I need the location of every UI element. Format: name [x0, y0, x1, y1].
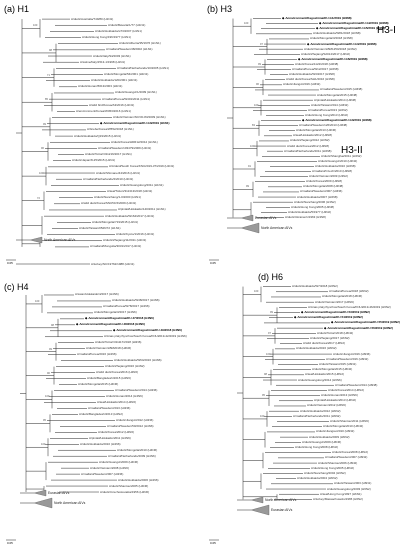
leaf-label: A/pintail/Hokkaido/140/2011 (H1N1): [118, 207, 166, 212]
panel-c-label: (c) H4: [4, 282, 29, 292]
collapsed-clade-triangle: [251, 497, 263, 503]
leaf-label: A/duck/Alberta/35/1976 (H1N1): [119, 41, 161, 46]
bootstrap-value: 95: [43, 419, 46, 423]
scale-label: 0.05: [210, 541, 216, 545]
leaf-label: A/duck/Shantou/2006 (H6N2): [318, 460, 358, 465]
bootstrap-value: 100: [254, 290, 259, 294]
leaf-label: A/duck/Korea/2012 (H4N6): [98, 429, 135, 434]
panel-b-h3-tree: [203, 0, 401, 270]
leaf-label: A/duck/Ukraine/1/1963 (H3N8): [285, 214, 326, 219]
collapsed-clade-triangle: [30, 237, 42, 243]
leaf-label: A/mallard/Netherlands/2011 (H6N2): [293, 413, 341, 418]
leaf-label: A/duck/Hokkaido/5/1977 (H3N2): [288, 209, 332, 214]
leaf-label: A/duck/Hunan/2013 (H6N6): [321, 393, 358, 398]
leaf-label: A/duck/Shantou/2005 (H4N6): [109, 483, 149, 488]
bootstrap-value: 99: [258, 63, 261, 66]
bootstrap-value: 100: [33, 24, 38, 28]
leaf-label: A/mallard/Mongolia/3031/2017 (H1N1): [90, 244, 142, 249]
leaf-label: A/swine/Italy/1513-1/1998 (H1N1): [80, 59, 126, 64]
leaf-label: A/duck/Tottori/2018 (H6N2): [317, 330, 354, 335]
leaf-label: A/duck/Guangxi/2009 (H6N6): [302, 439, 342, 444]
leaf-label: A/duck/Nanchang/1-0/2000 (H1N1): [94, 195, 141, 200]
leaf-label: A/mallard/Netherlands/2009 (H4N6): [108, 453, 156, 458]
leaf-label: A/duck/Mongolia/2010 (H6N2): [323, 424, 364, 429]
leaf-label: A/duck/Hokkaido/2012 (H6N2): [300, 408, 341, 413]
clade-label-h3-1: H3-I: [377, 25, 396, 36]
leaf-label: ◆ A/environment/Kagoshima/KU-53/2019 (H6N2): [301, 311, 370, 314]
leaf-label: A/duck/Hokkaido/2010 (H3N8): [315, 163, 356, 168]
collapsed-clade-label: North American AIVs: [265, 498, 297, 502]
bootstrap-value: 100: [41, 443, 46, 447]
leaf-label: A/pintail/Hokkaido/2011 (H4N6): [89, 435, 131, 440]
leaf-label: A/duck/Hokkaido/W81/2018 (H3N8): [313, 31, 361, 36]
leaf-label: A/duck/Bangladesh/2015 (H4N6): [87, 376, 131, 381]
panel-c-h4-tree: [0, 280, 200, 550]
leaf-label: A/duck/Hokkaido/W3/2017 (H3N8): [289, 72, 335, 77]
leaf-label: A/duck/Zhejiang/11/2011 (H1N1): [103, 238, 147, 243]
leaf-label: ◆ A/environment/Kagoshima/KU-G3/2019 (H3N8): [302, 119, 372, 122]
leaf-label: A/Anas platyrhynchos/South Korea/KNU2019-46/2019 (H6N2): [308, 304, 391, 309]
leaf-label: A/wild duck/Korea/2012 (H3N8): [287, 143, 330, 148]
leaf-label: A/duck/Bavaria/1/77 (H1N1): [108, 22, 146, 27]
leaf-label: A/duck/Tottori/311117/2018 (H4N6): [95, 340, 142, 345]
leaf-label: A/duck/Hokkaido/120/2001 (H1N1): [91, 78, 138, 83]
leaf-label: ◆ A/environment/Kagoshima/KU-55/2019 (H6N2): [331, 321, 400, 324]
leaf-label: ◆ A/environment/Kagoshima/KU-54/2019 (H6N2): [294, 316, 363, 319]
bootstrap-value: 90: [47, 371, 50, 375]
leaf-label: A/mallard/Sweden/2007 (H6N2): [325, 455, 368, 460]
leaf-label: A/duck/Kyoto/1/2016 (H1N1): [116, 232, 155, 237]
leaf-label: A/mallard/Korea/2013 (H3N2): [308, 107, 348, 112]
leaf-label: A/duck/Vietnam/2012 (H6N6): [307, 403, 346, 408]
leaf-label: A/duck/Shimane/44/2016 (H1N1): [96, 170, 141, 175]
bootstrap-value: 85: [45, 98, 48, 102]
leaf-label: A/duck/Mongolia/2015 (H6N2): [312, 367, 353, 372]
collapsed-clade-triangle: [241, 223, 259, 233]
bootstrap-value: 72: [37, 196, 40, 200]
leaf-label: A/duck/Vietnam/2017 (H6N6): [315, 299, 354, 304]
leaf-label: ◆ A/environment/Kagoshima/KU-48/2018 (H4N6): [76, 323, 145, 326]
leaf-label: A/teal/Hong Kong/1997 (H6N1): [320, 491, 362, 496]
leaf-label: A/duck/Czechoslovakia/1956 (H4N6): [100, 489, 150, 494]
bootstrap-value: 99: [43, 122, 46, 126]
leaf-label: A/teal/Hokkaido/2014 (H4N6): [97, 399, 137, 404]
leaf-label: A/duck/Mongolia/2015 (H4N6): [78, 382, 119, 387]
panel-d-label: (d) H6: [258, 272, 284, 282]
leaf-label: A/duck/Guangxi/1/2009 (H1N1): [115, 90, 157, 95]
collapsed-clade-triangle: [34, 498, 52, 508]
leaf-label: A/duck/Hokkaido/2007 (H3N8): [297, 194, 338, 199]
bootstrap-value: 97: [260, 42, 263, 46]
leaf-label: A/mallard/Sweden/2007 (H4N6): [81, 471, 124, 476]
bootstrap-value: 100: [250, 144, 255, 148]
leaf-label: A/mallard/Korea/2018 (H6N2): [329, 289, 369, 294]
leaf-label: A/duck/Hokkaido/2010 (H4N6): [80, 441, 121, 446]
leaf-label: A/duck/Japan/8-25/2015 (H1N1): [72, 158, 116, 163]
leaf-label: A/duck/Hokkaido/W7/2018 (H6N2): [292, 284, 338, 289]
leaf-label: A/duck/Korea/HDR12/2012 (H1N1): [111, 139, 158, 144]
leaf-label: A/duck/Mongolia/719/2015 (H1N1): [92, 219, 139, 224]
leaf-label: A/turkey/Massachusetts/1965 (H6N2): [313, 496, 363, 501]
leaf-label: A/duck/Mongolia/2015 (H3N8): [317, 92, 358, 97]
leaf-label: A/mallard/Korea/W12/2017 (H3N8): [292, 67, 339, 72]
leaf-label: A/mallard/Korea/W401/2011 (H1N1): [102, 96, 150, 101]
bootstrap-value: 98: [51, 323, 54, 327]
bootstrap-value: 98: [264, 373, 267, 377]
leaf-label: A/mallard/Sweden/48/2002 (H1N1): [106, 47, 153, 52]
leaf-label: A/duck/Hokkaido/W48/2017 (H4N6): [112, 298, 160, 303]
leaf-label: ◆ A/environment/Kagoshima/KU-56/2019 (H6N2): [324, 327, 393, 330]
leaf-label: A/duck/Zhejiang/S2014/2017 (H3N2): [301, 51, 351, 56]
bootstrap-value: 83: [252, 124, 255, 128]
leaf-label: A/duck/Guangdong/2003 (H6N2): [327, 486, 371, 491]
collapsed-clade-triangle: [34, 490, 46, 496]
leaf-label: A/duck/Taiwan/2014 (H3N2): [311, 102, 349, 107]
leaf-label: A/duck/Hunan/2014 (H4N6): [106, 393, 143, 398]
leaf-label: A/pintail/Hokkaido/2014 (H3N8): [314, 97, 357, 102]
leaf-label: A/mallard/Sweden/2015 (H3N8): [320, 87, 363, 92]
leaf-label: A/duck/Mongolia/2010 (H4N6): [117, 447, 158, 452]
leaf-label: A/duck/Taiwan/0526/72 (H1N1): [79, 225, 121, 230]
leaf-label: A/duck/Shanghai/2011 (H3N2): [321, 153, 362, 158]
bootstrap-value: 96: [41, 147, 44, 151]
leaf-label: A/duck/Hokkaido/2006 (H4N6): [118, 477, 159, 482]
collapsed-clade-label: North American AIVs: [44, 238, 76, 242]
leaf-label: A/duck/Jiangxi/2016 (H6N6): [333, 351, 371, 356]
leaf-label: A/duck/Hong Kong/196/1977 (H1N1): [82, 35, 131, 40]
leaf-label: A/duck/Hong Kong/2013 (H3N2): [305, 112, 349, 117]
leaf-label: A/Anas platyrhynchos/South Korea/KNU2019-42/2019 (H4N6): [104, 334, 187, 339]
leaf-label: A/duck/Hokkaido/W64/2016 (H4N6): [114, 358, 162, 363]
leaf-label: A/mallard/Sweden/2016 (H6N2): [326, 356, 369, 361]
leaf-label: A/duck/Shantou/2011 (H6N6): [330, 419, 369, 424]
leaf-label: A/duck/Guangdong/2014 (H6N6): [298, 377, 342, 382]
leaf-label: A/duck/Nanchang/2004 (H6N2): [304, 470, 346, 475]
clade-label-h3-2: H3-II: [341, 145, 363, 156]
leaf-label: A/duck/Italy/94/2003 (H1N1): [93, 53, 131, 58]
leaf-label: A/teal/Hokkaido/2015 (H6N2): [305, 372, 345, 377]
leaf-label: A/duck/Korea/1122/2018 (H3N8): [295, 61, 339, 66]
leaf-label: A/wild duck/Korea/2016 (H4N6): [96, 370, 139, 375]
leaf-label: A/duck/Hong Kong/2005 (H6N2): [311, 465, 355, 470]
leaf-label: A/duck/Vietnam/NCVD-83/2009 (H1N1): [113, 115, 166, 120]
leaf-label: ◆ A/environment/Kagoshima/KU-47/2018 (H4N6): [85, 317, 154, 320]
leaf-label: A/duck/Nanchang/2006 (H3N2): [294, 199, 336, 204]
leaf-label: A/mallard/Sweden/126/2013 (H3N8): [299, 123, 348, 128]
leaf-label: A/wild bird/Korea/A3/2016 (H1N1): [89, 102, 135, 107]
leaf-label: A/duck/Guangdong/2011 (H1N1): [120, 182, 164, 187]
leaf-label: A/mallard/Sweden/2014 (H6N8): [335, 382, 378, 387]
leaf-label: ◆ A/environment/Kagoshima/KU-49/2018 (H4N6): [113, 329, 182, 332]
bootstrap-value: 99: [49, 347, 52, 351]
panel-a-h1-tree: [0, 0, 200, 270]
leaf-label: A/duck/Hokkaido/2004 (H6N2): [297, 476, 338, 481]
leaf-label: A/mallard/Sweden/2014 (H4N6): [115, 388, 158, 392]
leaf-label: A/mallard/Sweden/103479/2009 (H1N1): [98, 145, 152, 150]
leaf-label: A/environment/Korea/W453/2016 (H1N1): [76, 108, 131, 113]
leaf-label: A/duck/Korea/2009 (H3N8): [306, 179, 343, 184]
collapsed-clade-triangle: [251, 505, 269, 515]
collapsed-clade-triangle: [241, 215, 253, 221]
leaf-label: A/duck/Hokkaido/W164/2017 (H1N1): [105, 213, 155, 218]
leaf-label: A/duck/Mongolia/3/2018 (H3N8): [310, 36, 353, 41]
leaf-label: A/mallard/Netherlands/2011 (H3N8): [284, 148, 332, 153]
bootstrap-value: 95: [262, 394, 265, 398]
collapsed-clade-label: Eurasian AIVs: [271, 508, 293, 512]
leaf-label: ◆ A/environment/Kagoshima/KU-G5/2019 (H3N8): [316, 27, 386, 30]
leaf-label: A/mallard/Netherlands/2/2010 (H1N1): [83, 176, 134, 181]
panel-b-label: (b) H3: [207, 4, 233, 14]
leaf-label: ◆ A/environment/Kagoshima/KU-G4/2019 (H3N6): [307, 43, 377, 46]
bootstrap-value: 99: [270, 311, 273, 315]
collapsed-clade-label: Eurasian AIVs: [255, 216, 277, 220]
leaf-label: A/duck/Korea/2014 (H6N2): [328, 387, 365, 392]
scale-label: 0.05: [7, 541, 13, 545]
leaf-label: A/duck/Mongolia/2013 (H3N6): [296, 128, 337, 133]
leaf-label: A/duck/Tottori/311216/2017 (H1N1): [85, 152, 132, 157]
outgroup-label: A/turkey/NC/19762/1988 (H1N1): [91, 261, 135, 266]
bootstrap-value: 99: [246, 185, 249, 189]
leaf-label: A/duck/Hokkaido/2009 (H6N2): [309, 434, 350, 439]
leaf-label: A/wild duck/Korea/2017 (H6N2): [303, 341, 346, 346]
scale-label: 0.05: [7, 261, 13, 265]
leaf-label: A/wild duck/Korea/SNU50-5/2009 (H1N1): [81, 201, 137, 206]
leaf-label: A/duck/Vietnam/LBM1250/2018 (H3N2): [304, 46, 357, 51]
leaf-label: A/mallard/Korea/2016 (H4N6): [77, 352, 117, 357]
bootstrap-value: 100: [45, 395, 50, 399]
leaf-label: A/duck/Mongolia/3/2017 (H4N6): [94, 310, 137, 315]
leaf-label: A/pintail/Hokkaido/2013 (H6N2): [314, 398, 357, 403]
leaf-label: A/Grebe/Korea/W552/2018 (H1N1): [87, 127, 134, 132]
bootstrap-value: 71: [47, 73, 50, 77]
leaf-label: A/duck/Jiangxi/2012 (H4N6): [116, 417, 154, 422]
leaf-label: A/duck/Jiangsu/2010 (H6N2): [316, 429, 355, 434]
bootstrap-value: 100: [254, 103, 259, 107]
bootstrap-value: 91: [248, 165, 251, 168]
leaf-label: A/wild duck/Korea/SH1/2016 (H3N8): [286, 77, 335, 82]
bootstrap-value: 97: [268, 331, 271, 335]
collapsed-clade-label: North American AIVs: [261, 226, 293, 230]
leaf-label: ◆ A/environment/Kagoshima/KU-G2/2019 (H3N8): [319, 22, 389, 25]
leaf-label: A/teal/Tottori/311313/2018 (H1N1): [107, 189, 153, 193]
leaf-label: A/duck/Zhejiang/2017 (H6N2): [310, 336, 350, 340]
bootstrap-value: 100: [244, 22, 249, 26]
bootstrap-value: 96: [256, 83, 259, 87]
collapsed-clade-label: Eurasian AIVs: [48, 491, 70, 495]
bootstrap-value: 98: [49, 48, 52, 52]
leaf-label: A/duck/Mongolia/2018 (H6N6): [322, 294, 363, 299]
leaf-label: A/mallard/Korea/W78/2017 (H4N6): [103, 304, 150, 309]
leaf-label: A/duck/Vietnam/2008 (H4N6): [90, 465, 129, 470]
leaf-label: A/mallard/Sweden/2007 (H3N6): [300, 189, 343, 194]
leaf-label: A/duck/Taiwan/2003 (H6N1): [334, 481, 372, 486]
bootstrap-value: 100: [39, 172, 44, 176]
leaf-label: A/mallard/Sweden/2013 (H4N6): [88, 405, 131, 410]
leaf-label: A/duck/Vietnam/LBM2018 (H4N6): [86, 346, 132, 351]
leaf-label: A/duck/Guangxi/2010 (H3N2): [318, 158, 358, 163]
collapsed-clade-label: North American AIVs: [54, 501, 86, 505]
bootstrap-value: 100: [35, 299, 40, 303]
scale-label: 0.05: [210, 261, 216, 265]
leaf-label: A/duck/Guangxi/2009 (H4N6): [99, 459, 139, 464]
leaf-label: A/duck/Hong Kong/2008 (H6N2): [295, 445, 339, 449]
leaf-label: A/duck/Zhejiang/2016 (H4N2): [105, 364, 145, 369]
leaf-label: A/duck/Vietnam/2009 (H3N2): [309, 174, 348, 179]
leaf-label: A/duck/Taiwan/2015 (H6N1): [319, 361, 357, 366]
panel-a-label: (a) H1: [4, 4, 30, 14]
leaf-label: ◆ A/environment/Kagoshima/KU-G6/2019 (H3N8): [298, 58, 368, 61]
leaf-label: A/duck/Bangladesh/2013 (H4N2): [79, 411, 123, 416]
leaf-label: ◆ A/environment/Kagoshima/KU-G3/2019 (H1N1): [100, 122, 170, 125]
leaf-label: A/duck/Hokkaido/w73/2007 (H1N1): [95, 28, 142, 33]
leaf-label: A/mallard/Netherlands/10/2005 (H1N1): [117, 65, 169, 70]
leaf-label: A/duck/Hokkaido/2016 (H6N2): [296, 346, 337, 351]
leaf-label: A/duck/Hunan/5613/2003 (H1N1): [78, 84, 123, 89]
leaf-label: ◆ A/environment/Kagoshima/KU-G1/2019 (H3N8): [282, 17, 352, 20]
leaf-label: A/teal/Hokkaido/2012 (H3N8): [293, 133, 333, 138]
leaf-label: A/duck/Hokkaido/Q19/2015 (H1N1): [74, 133, 122, 138]
leaf-label: A/duck/Mongolia/54/2001 (H1N1): [104, 72, 149, 76]
panel-d-h6-tree: [203, 270, 401, 550]
bootstrap-value: 100: [266, 352, 271, 356]
leaf-label: A/Ardeid/South Korea/KNU2019-37/2019 (H1N1): [109, 164, 175, 169]
bootstrap-value: 100: [260, 414, 265, 418]
leaf-label: A/duck/Hong Kong/2005 (H3N8): [291, 204, 335, 209]
leaf-label: A/duck/Mongolia/2008 (H3N8): [303, 184, 344, 189]
leaf-label: A/mallard/Czech/2010 (H3N8): [312, 169, 353, 174]
leaf-label: A/duck/Zhejiang/2012 (H3N2): [290, 138, 330, 143]
leaf-label: A/duck/Australia/749/80 (H1N1): [71, 16, 114, 21]
leaf-label: A/mallard/Sweden/50/2012 (H4N6): [107, 423, 154, 428]
leaf-label: A/swan/Hokkaido/4/2017 (H4N6): [75, 292, 119, 297]
leaf-label: A/duck/Korea/2008 (H6N2): [332, 450, 369, 455]
leaf-label: A/duck/Jiangxi/2016 (H3N2): [283, 82, 321, 87]
